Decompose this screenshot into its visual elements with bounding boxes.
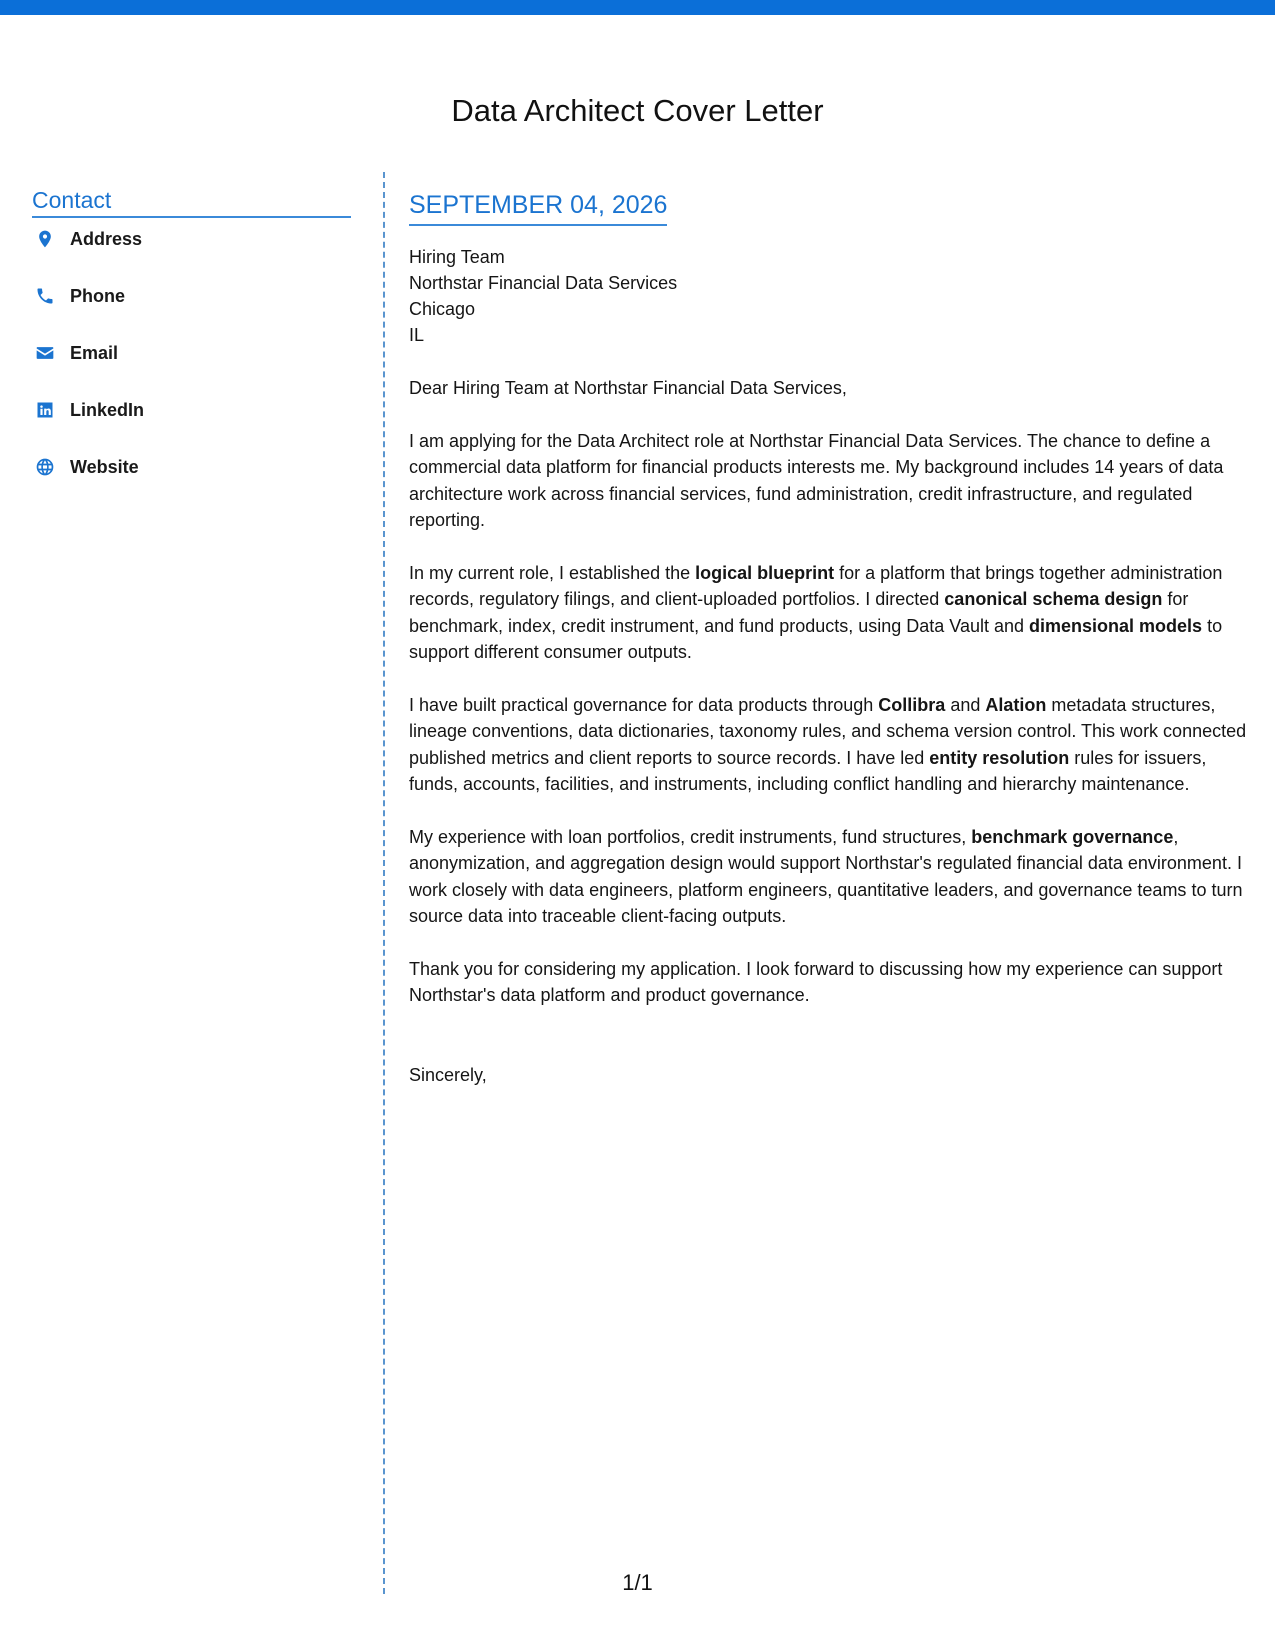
- recipient-line: Chicago: [409, 299, 476, 319]
- closing: Sincerely,: [409, 1064, 487, 1085]
- letter-paragraph: [409, 956, 1251, 1009]
- bold-keyword: entity resolution: [929, 747, 1070, 768]
- contact-heading: Contact: [32, 186, 351, 218]
- linkedin-icon: [35, 400, 55, 420]
- letter-body: [409, 190, 1251, 1088]
- letter-paragraph: [409, 824, 1251, 930]
- salutation: Dear Hiring Team at Northstar Financial Data Services,: [409, 378, 847, 398]
- contact-item-website[interactable]: [32, 452, 351, 482]
- paragraph-text: metadata structures, lineage conventions, data dictionaries, taxonomy rules, and schema version control. This work connected published metrics and client reports to source records. I have led: [409, 694, 1247, 768]
- paragraph-text: to support different consumer outputs.: [409, 615, 1223, 662]
- recipient-line: Northstar Financial Data Services: [409, 273, 678, 293]
- letter-date: SEPTEMBER 04, 2026: [409, 190, 667, 226]
- bold-keyword: dimensional models: [1029, 615, 1203, 636]
- paragraph-text: rules for issuers, funds, accounts, facilities, and instruments, including conflict handling and hierarchy maintenance.: [409, 747, 1207, 794]
- envelope-icon: [35, 343, 55, 363]
- phone-icon: [35, 286, 55, 306]
- globe-icon: [35, 457, 55, 477]
- recipient-block: [409, 244, 1251, 348]
- top-accent-bar: [0, 0, 1275, 15]
- recipient-line: Hiring Team: [409, 247, 505, 267]
- contact-sidebar: [32, 186, 351, 482]
- bold-keyword: canonical schema design: [944, 589, 1163, 609]
- document-title: Data Architect Cover Letter: [451, 93, 824, 128]
- paragraph-text: In my current role, I established the: [409, 562, 696, 583]
- letter-paragraph: [409, 560, 1251, 666]
- contact-label-email: Email: [70, 342, 119, 363]
- contact-label-linkedin: LinkedIn: [70, 399, 145, 420]
- paragraph-text: I have built practical governance for data products through: [409, 694, 879, 715]
- paragraph-text: My experience with loan portfolios, credit instruments, fund structures,: [409, 826, 972, 847]
- contact-label-website: Website: [70, 456, 139, 477]
- contact-item-address[interactable]: [32, 224, 351, 254]
- page-number: 1/1: [622, 1570, 653, 1595]
- letter-paragraph: [409, 692, 1251, 798]
- contact-list: [32, 224, 351, 482]
- column-divider: [383, 172, 385, 1594]
- letter-paragraph: [409, 428, 1251, 534]
- paragraph-text: for benchmark, index, credit instrument, and fund products, using Data Vault and: [409, 589, 1189, 636]
- letter-paragraphs: [409, 428, 1251, 1009]
- bold-keyword: logical blueprint: [695, 562, 835, 583]
- paragraph-text: , anonymization, and aggregation design would support Northstar's regulated financial data environment. I work closely with data engineers, platform engineers, quantitative leaders, and governance teams to turn source data into traceable client-facing outputs.: [409, 826, 1243, 926]
- paragraph-text: and: [945, 694, 986, 715]
- bold-keyword: Collibra: [878, 694, 946, 715]
- contact-label-address: Address: [70, 228, 143, 249]
- paragraph-text: I am applying for the Data Architect role at Northstar Financial Data Services. The chance to define a commercial data platform for financial products interests me. My background includes 14 years of data architecture work across financial services, fund administration, credit infrastructure, and regulated reporting.: [409, 430, 1224, 530]
- contact-item-phone[interactable]: [32, 281, 351, 311]
- contact-label-phone: Phone: [70, 285, 126, 306]
- contact-item-linkedin[interactable]: [32, 395, 351, 425]
- bold-keyword: Alation: [985, 694, 1047, 715]
- contact-item-email[interactable]: [32, 338, 351, 368]
- bold-keyword: benchmark governance: [971, 826, 1174, 847]
- paragraph-text: Thank you for considering my application. I look forward to discussing how my experience can support Northstar's data platform and product governance.: [409, 958, 1223, 1005]
- paragraph-text: for a platform that brings together administration records, regulatory filings, and client-uploaded portfolios. I directed: [409, 562, 1223, 609]
- map-pin-icon: [35, 229, 55, 249]
- recipient-line: IL: [409, 325, 425, 345]
